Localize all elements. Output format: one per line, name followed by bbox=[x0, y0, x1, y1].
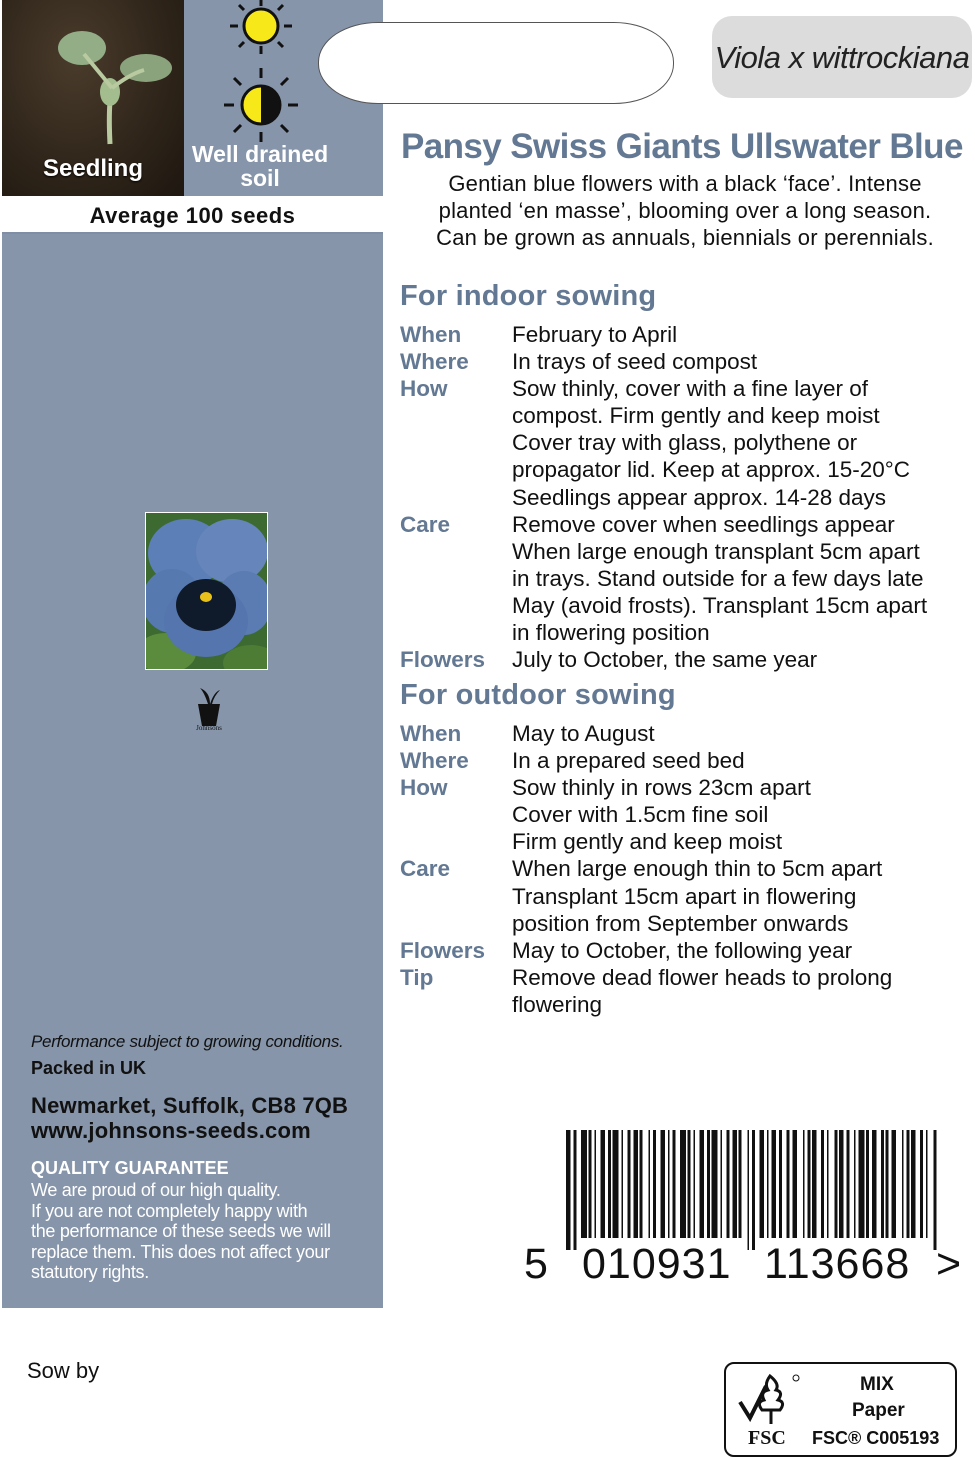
instruction-key bbox=[400, 801, 512, 828]
barcode-bar bbox=[721, 1130, 723, 1238]
barcode-end-mark: > bbox=[936, 1240, 963, 1288]
barcode-bar bbox=[881, 1130, 884, 1238]
seedling-plant-icon bbox=[52, 26, 172, 146]
barcode-bar bbox=[640, 1130, 643, 1238]
barcode-bar bbox=[661, 1130, 666, 1238]
indoor-sowing-title: For indoor sowing bbox=[400, 280, 657, 312]
quality-line: We are proud of our high quality. bbox=[31, 1180, 281, 1200]
instruction-key: Where bbox=[400, 349, 469, 375]
instruction-row bbox=[400, 348, 970, 375]
instruction-row bbox=[400, 720, 970, 747]
barcode-bar bbox=[859, 1130, 865, 1238]
instruction-value: Cover with 1.5cm fine soil bbox=[512, 802, 769, 828]
description-line: Can be grown as annuals, biennials or perennials. bbox=[436, 225, 934, 250]
quality-guarantee-title: QUALITY GUARANTEE bbox=[31, 1158, 229, 1178]
instruction-value: compost. Firm gently and keep moist bbox=[512, 403, 880, 429]
instruction-key: Where bbox=[400, 748, 469, 774]
instruction-row bbox=[400, 484, 970, 511]
barcode-bar bbox=[920, 1130, 923, 1238]
barcode-bar bbox=[712, 1130, 718, 1238]
barcode-bar bbox=[767, 1130, 769, 1238]
instruction-key: Care bbox=[400, 511, 451, 537]
label-pill bbox=[318, 22, 674, 104]
barcode-bar bbox=[694, 1130, 696, 1238]
instruction-key: When bbox=[400, 721, 462, 746]
barcode-bar bbox=[752, 1130, 755, 1250]
quality-guarantee-text bbox=[31, 1180, 376, 1283]
instruction-key bbox=[400, 619, 512, 646]
instruction-row bbox=[400, 456, 970, 483]
instruction-value: Remove cover when seedlings appear bbox=[512, 511, 895, 537]
instruction-key: How bbox=[400, 775, 448, 801]
instruction-value: Remove dead flower heads to prolong bbox=[512, 964, 893, 990]
instruction-value: position from September onwards bbox=[512, 910, 849, 936]
instruction-value: Sow thinly in rows 23cm apart bbox=[512, 775, 811, 801]
instruction-row bbox=[400, 402, 970, 429]
quality-line: If you are not completely happy with bbox=[31, 1200, 308, 1221]
address: Newmarket, Suffolk, CB8 7QB bbox=[31, 1093, 349, 1118]
pansy-photo bbox=[145, 512, 268, 670]
fsc-tree-check-icon bbox=[736, 1372, 800, 1428]
instruction-key: Flowers bbox=[400, 937, 486, 963]
instruction-row bbox=[400, 375, 970, 402]
instruction-value: in flowering position bbox=[512, 620, 710, 646]
partial-shade-icon bbox=[224, 68, 298, 142]
fsc-mix: MIX bbox=[860, 1374, 894, 1395]
barcode-bar bbox=[847, 1130, 850, 1238]
barcode-bar bbox=[854, 1130, 856, 1238]
barcode-bar bbox=[803, 1130, 805, 1238]
fsc-word: FSC bbox=[748, 1427, 786, 1449]
instruction-row bbox=[400, 592, 970, 619]
instruction-value: July to October, the same year bbox=[512, 647, 818, 673]
quality-line: statutory rights. bbox=[31, 1262, 149, 1282]
instruction-key: Flowers bbox=[400, 647, 486, 673]
barcode-bar bbox=[589, 1130, 592, 1238]
barcode-bar bbox=[700, 1130, 705, 1238]
barcode-bar bbox=[595, 1130, 597, 1238]
soil-label bbox=[184, 142, 336, 190]
barcode-bar bbox=[787, 1130, 790, 1238]
instruction-row bbox=[400, 774, 970, 801]
instruction-row bbox=[400, 511, 970, 538]
barcode-left-group: 010931 bbox=[582, 1240, 732, 1288]
instruction-key bbox=[400, 456, 512, 483]
barcode-bar bbox=[622, 1130, 624, 1238]
instruction-value: When large enough transplant 5cm apart bbox=[512, 538, 920, 564]
barcode-bar bbox=[872, 1130, 877, 1238]
instruction-key bbox=[400, 429, 512, 456]
barcode-bar bbox=[808, 1130, 811, 1238]
barcode-bar bbox=[886, 1130, 889, 1238]
description-line: planted ‘en masse’, blooming over a long season. bbox=[438, 198, 932, 223]
instruction-row bbox=[400, 801, 970, 828]
instruction-row bbox=[400, 747, 970, 774]
barcode-bar bbox=[566, 1130, 571, 1250]
barcode-bar bbox=[668, 1130, 670, 1238]
barcode-bar bbox=[581, 1130, 587, 1238]
outdoor-sowing-instructions bbox=[400, 720, 970, 1018]
barcode-bar bbox=[827, 1130, 829, 1238]
latin-name: Viola x wittrockiana bbox=[712, 16, 972, 98]
instruction-key bbox=[400, 484, 512, 511]
instruction-key bbox=[400, 991, 512, 1018]
instruction-row bbox=[400, 883, 970, 910]
outdoor-sowing-title: For outdoor sowing bbox=[400, 679, 676, 711]
instruction-key bbox=[400, 910, 512, 937]
indoor-sowing-instructions bbox=[400, 321, 970, 673]
performance-note: Performance subject to growing conditions. bbox=[31, 1032, 344, 1051]
barcode-bar bbox=[574, 1130, 577, 1250]
fsc-code: FSC® C005193 bbox=[812, 1428, 940, 1448]
barcode-bar bbox=[707, 1130, 710, 1238]
instruction-row bbox=[400, 964, 970, 991]
barcode-bar bbox=[772, 1130, 777, 1238]
barcode bbox=[566, 1130, 940, 1250]
packed-in: Packed in UK bbox=[31, 1058, 147, 1078]
instruction-value: Firm gently and keep moist bbox=[512, 829, 783, 855]
instruction-value: Sow thinly, cover with a fine layer of bbox=[512, 376, 868, 402]
barcode-bar bbox=[934, 1130, 937, 1250]
barcode-bar bbox=[628, 1130, 631, 1238]
barcode-bar bbox=[739, 1130, 742, 1238]
instruction-key: How bbox=[400, 376, 448, 402]
soil-label-line1: Well drained bbox=[191, 141, 329, 167]
instruction-key bbox=[400, 565, 512, 592]
barcode-bar bbox=[727, 1130, 730, 1238]
instruction-value: in trays. Stand outside for a few days late bbox=[512, 565, 924, 591]
sow-by-label: Sow by bbox=[27, 1358, 100, 1383]
barcode-bar bbox=[866, 1130, 869, 1238]
barcode-right-group: 113668 bbox=[764, 1240, 911, 1288]
instruction-row bbox=[400, 828, 970, 855]
barcode-first-digit: 5 bbox=[524, 1240, 549, 1288]
instruction-row bbox=[400, 646, 970, 673]
barcode-bar bbox=[608, 1130, 611, 1238]
instruction-value: In trays of seed compost bbox=[512, 349, 758, 375]
quality-line: the performance of these seeds we will bbox=[31, 1221, 331, 1241]
instruction-row bbox=[400, 429, 970, 456]
instruction-row bbox=[400, 855, 970, 882]
soil-label-line2: soil bbox=[240, 165, 280, 191]
product-description bbox=[403, 170, 967, 251]
instruction-row bbox=[400, 321, 970, 348]
barcode-bar bbox=[673, 1130, 676, 1238]
barcode-bar bbox=[653, 1130, 656, 1238]
instruction-row bbox=[400, 538, 970, 565]
fsc-paper: Paper bbox=[852, 1400, 905, 1421]
instruction-row bbox=[400, 991, 970, 1018]
barcode-bar bbox=[911, 1130, 916, 1238]
instruction-value: Transplant 15cm apart in flowering bbox=[512, 883, 857, 909]
barcode-bar bbox=[688, 1130, 691, 1238]
barcode-bar bbox=[613, 1130, 619, 1238]
instruction-row bbox=[400, 937, 970, 964]
product-title: Pansy Swiss Giants Ullswater Blue bbox=[401, 127, 963, 166]
seed-count: Average 100 seeds bbox=[2, 196, 383, 234]
barcode-bar bbox=[835, 1130, 838, 1238]
seedling-label: Seedling bbox=[42, 155, 144, 182]
instruction-key bbox=[400, 592, 512, 619]
barcode-bar bbox=[649, 1130, 651, 1238]
instruction-value: May to August bbox=[512, 721, 655, 746]
barcode-bar bbox=[748, 1130, 750, 1250]
barcode-bar bbox=[839, 1130, 844, 1238]
barcode-bar bbox=[760, 1130, 765, 1238]
quality-line: replace them. This does not affect your bbox=[31, 1241, 330, 1262]
barcode-bar bbox=[926, 1130, 928, 1238]
description-line: Gentian blue flowers with a black ‘face’. Intense bbox=[448, 171, 922, 196]
pansy-flower-icon bbox=[146, 513, 268, 670]
instruction-key bbox=[400, 883, 512, 910]
barcode-bar bbox=[779, 1130, 782, 1238]
barcode-bar bbox=[902, 1130, 904, 1238]
instruction-key: Tip bbox=[400, 964, 434, 990]
barcode-bar bbox=[812, 1130, 817, 1238]
instruction-row bbox=[400, 565, 970, 592]
barcode-bar bbox=[733, 1130, 738, 1238]
instruction-value: When large enough thin to 5cm apart bbox=[512, 856, 883, 882]
instruction-value: February to April bbox=[512, 322, 678, 347]
instruction-key bbox=[400, 828, 512, 855]
seedling-photo bbox=[2, 0, 184, 196]
instruction-value: flowering bbox=[512, 991, 603, 1017]
instruction-value: propagator lid. Keep at approx. 15-20°C bbox=[512, 457, 911, 483]
instruction-key bbox=[400, 538, 512, 565]
full-sun-icon bbox=[226, 0, 296, 55]
barcode-bar bbox=[892, 1130, 897, 1238]
instruction-value: May to October, the following year bbox=[512, 937, 853, 963]
barcode-bar bbox=[793, 1130, 798, 1238]
website: www.johnsons-seeds.com bbox=[31, 1118, 311, 1143]
instruction-value: In a prepared seed bed bbox=[512, 748, 745, 774]
barcode-bar bbox=[601, 1130, 606, 1238]
barcode-bar bbox=[907, 1130, 910, 1238]
barcode-bar bbox=[821, 1130, 824, 1238]
instruction-key bbox=[400, 402, 512, 429]
instruction-row bbox=[400, 910, 970, 937]
instruction-value: Seedlings appear approx. 14-28 days bbox=[512, 484, 887, 510]
instruction-value: May (avoid frosts). Transplant 15cm apart bbox=[512, 592, 928, 618]
barcode-bar bbox=[680, 1130, 686, 1238]
instruction-row bbox=[400, 619, 970, 646]
barcode-bar bbox=[634, 1130, 639, 1238]
instruction-value: Cover tray with glass, polythene or bbox=[512, 430, 858, 456]
instruction-key: When bbox=[400, 322, 462, 347]
brand-small-text: Johnsons bbox=[196, 724, 222, 732]
instruction-key: Care bbox=[400, 856, 451, 882]
